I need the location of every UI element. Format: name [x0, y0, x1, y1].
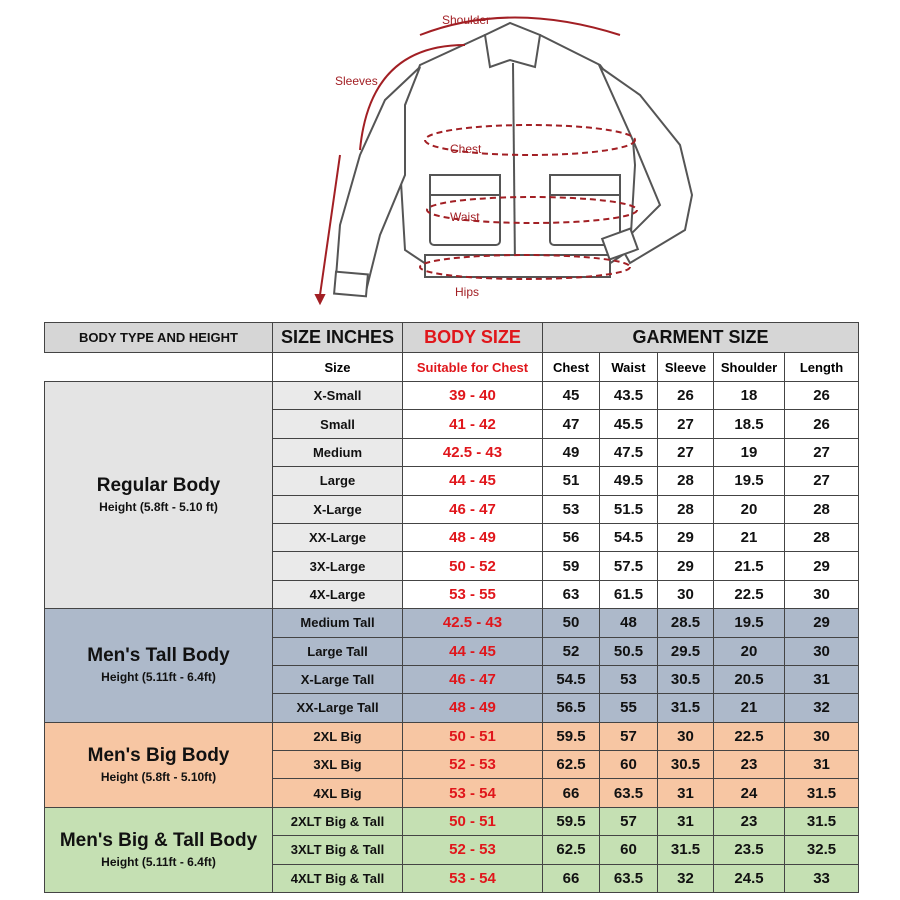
garment-sleeve-cell: 30.5	[658, 751, 714, 779]
garment-waist-cell: 45.5	[600, 410, 658, 438]
size-cell: Small	[273, 410, 403, 438]
garment-length-cell: 28	[785, 523, 859, 551]
garment-shoulder-cell: 20	[714, 637, 785, 665]
size-cell: XX-Large	[273, 523, 403, 551]
garment-waist-cell: 63.5	[600, 779, 658, 807]
body-type-height: Height (5.11ft - 6.4ft)	[101, 670, 216, 685]
chest-range-cell: 50 - 52	[403, 552, 543, 580]
subheader-shoulder: Shoulder	[714, 353, 785, 382]
garment-waist-cell: 57	[600, 807, 658, 835]
garment-sleeve-cell: 27	[658, 410, 714, 438]
garment-shoulder-cell: 24.5	[714, 864, 785, 892]
garment-chest-cell: 53	[543, 495, 600, 523]
garment-shoulder-cell: 22.5	[714, 580, 785, 608]
garment-length-cell: 26	[785, 382, 859, 410]
garment-sleeve-cell: 29	[658, 552, 714, 580]
garment-waist-cell: 60	[600, 836, 658, 864]
chest-range-cell: 46 - 47	[403, 495, 543, 523]
garment-shoulder-cell: 21	[714, 523, 785, 551]
size-cell: X-Small	[273, 382, 403, 410]
garment-sleeve-cell: 30	[658, 722, 714, 750]
chest-range-cell: 44 - 45	[403, 467, 543, 495]
garment-sleeve-cell: 28	[658, 495, 714, 523]
garment-chest-cell: 59.5	[543, 722, 600, 750]
garment-length-cell: 27	[785, 438, 859, 466]
garment-chest-cell: 63	[543, 580, 600, 608]
chest-range-cell: 41 - 42	[403, 410, 543, 438]
garment-chest-cell: 49	[543, 438, 600, 466]
header-body-type: BODY TYPE AND HEIGHT	[45, 323, 273, 353]
garment-shoulder-cell: 21.5	[714, 552, 785, 580]
jacket-illustration	[300, 5, 720, 310]
chest-range-cell: 50 - 51	[403, 807, 543, 835]
garment-chest-cell: 50	[543, 609, 600, 637]
size-cell: 3XL Big	[273, 751, 403, 779]
chest-range-cell: 48 - 49	[403, 523, 543, 551]
garment-length-cell: 29	[785, 609, 859, 637]
garment-chest-cell: 54.5	[543, 665, 600, 693]
garment-shoulder-cell: 20.5	[714, 665, 785, 693]
chest-range-cell: 53 - 55	[403, 580, 543, 608]
garment-length-cell: 32.5	[785, 836, 859, 864]
subheader-row	[45, 353, 859, 382]
garment-length-cell: 31.5	[785, 807, 859, 835]
table-row	[45, 807, 859, 835]
body-type-height: Height (5.11ft - 6.4ft)	[101, 854, 216, 869]
garment-length-cell: 33	[785, 864, 859, 892]
garment-waist-cell: 61.5	[600, 580, 658, 608]
garment-length-cell: 26	[785, 410, 859, 438]
size-cell: 2XLT Big & Tall	[273, 807, 403, 835]
garment-length-cell: 30	[785, 580, 859, 608]
label-sleeves: Sleeves	[335, 74, 378, 88]
garment-chest-cell: 45	[543, 382, 600, 410]
body-type-title: Men's Tall Body	[87, 645, 230, 667]
body-type-height: Height (5.8ft - 5.10 ft)	[99, 500, 218, 515]
garment-length-cell: 32	[785, 694, 859, 722]
garment-sleeve-cell: 28.5	[658, 609, 714, 637]
garment-chest-cell: 66	[543, 864, 600, 892]
garment-chest-cell: 47	[543, 410, 600, 438]
size-chart-table	[44, 322, 859, 893]
garment-length-cell: 30	[785, 722, 859, 750]
body-type-title: Men's Big & Tall Body	[59, 829, 258, 851]
garment-length-cell: 30	[785, 637, 859, 665]
body-type-group	[45, 722, 273, 807]
garment-length-cell: 29	[785, 552, 859, 580]
garment-shoulder-cell: 23.5	[714, 836, 785, 864]
garment-sleeve-cell: 30	[658, 580, 714, 608]
table-row	[45, 722, 859, 750]
chest-range-cell: 50 - 51	[403, 722, 543, 750]
garment-shoulder-cell: 18	[714, 382, 785, 410]
garment-length-cell: 28	[785, 495, 859, 523]
subheader-length: Length	[785, 353, 859, 382]
garment-shoulder-cell: 22.5	[714, 722, 785, 750]
header-size-inches: SIZE INCHES	[273, 323, 403, 353]
garment-sleeve-cell: 27	[658, 438, 714, 466]
garment-sleeve-cell: 31	[658, 779, 714, 807]
garment-shoulder-cell: 23	[714, 807, 785, 835]
body-type-group	[45, 382, 273, 609]
header-row	[45, 323, 859, 353]
garment-length-cell: 31	[785, 751, 859, 779]
garment-chest-cell: 59	[543, 552, 600, 580]
size-cell: XX-Large Tall	[273, 694, 403, 722]
jacket-sketch-icon	[334, 23, 692, 296]
chest-range-cell: 42.5 - 43	[403, 609, 543, 637]
label-chest: Chest	[450, 142, 482, 156]
garment-shoulder-cell: 19.5	[714, 467, 785, 495]
garment-chest-cell: 59.5	[543, 807, 600, 835]
size-cell: X-Large Tall	[273, 665, 403, 693]
garment-waist-cell: 54.5	[600, 523, 658, 551]
garment-chest-cell: 62.5	[543, 751, 600, 779]
label-waist: Waist	[450, 210, 480, 224]
garment-waist-cell: 53	[600, 665, 658, 693]
body-type-group	[45, 807, 273, 892]
size-cell: 4X-Large	[273, 580, 403, 608]
garment-sleeve-cell: 30.5	[658, 665, 714, 693]
garment-waist-cell: 49.5	[600, 467, 658, 495]
label-shoulder: Shoulder	[442, 13, 491, 27]
garment-chest-cell: 52	[543, 637, 600, 665]
garment-waist-cell: 50.5	[600, 637, 658, 665]
garment-waist-cell: 51.5	[600, 495, 658, 523]
subheader-suitable: Suitable for Chest	[403, 353, 543, 382]
garment-chest-cell: 56	[543, 523, 600, 551]
chest-range-cell: 52 - 53	[403, 751, 543, 779]
table-row	[45, 609, 859, 637]
garment-shoulder-cell: 23	[714, 751, 785, 779]
size-cell: 3XLT Big & Tall	[273, 836, 403, 864]
garment-sleeve-cell: 31.5	[658, 836, 714, 864]
garment-length-cell: 31.5	[785, 779, 859, 807]
size-cell: Large	[273, 467, 403, 495]
subheader-sleeve: Sleeve	[658, 353, 714, 382]
header-body-size: BODY SIZE	[403, 323, 543, 353]
garment-sleeve-cell: 31	[658, 807, 714, 835]
chest-range-cell: 39 - 40	[403, 382, 543, 410]
body-type-height: Height (5.8ft - 5.10ft)	[100, 769, 217, 784]
garment-sleeve-cell: 32	[658, 864, 714, 892]
header-garment-size: GARMENT SIZE	[543, 323, 859, 353]
garment-chest-cell: 51	[543, 467, 600, 495]
garment-shoulder-cell: 20	[714, 495, 785, 523]
chest-range-cell: 52 - 53	[403, 836, 543, 864]
table-row	[45, 382, 859, 410]
size-cell: 4XLT Big & Tall	[273, 864, 403, 892]
garment-length-cell: 27	[785, 467, 859, 495]
garment-sleeve-cell: 29	[658, 523, 714, 551]
chest-range-cell: 48 - 49	[403, 694, 543, 722]
chest-range-cell: 46 - 47	[403, 665, 543, 693]
garment-chest-cell: 56.5	[543, 694, 600, 722]
garment-waist-cell: 43.5	[600, 382, 658, 410]
garment-shoulder-cell: 21	[714, 694, 785, 722]
subheader-waist: Waist	[600, 353, 658, 382]
size-cell: 2XL Big	[273, 722, 403, 750]
size-cell: 3X-Large	[273, 552, 403, 580]
size-cell: Medium Tall	[273, 609, 403, 637]
garment-sleeve-cell: 28	[658, 467, 714, 495]
garment-waist-cell: 57.5	[600, 552, 658, 580]
subheader-size: Size	[273, 353, 403, 382]
garment-shoulder-cell: 19.5	[714, 609, 785, 637]
size-cell: X-Large	[273, 495, 403, 523]
garment-chest-cell: 66	[543, 779, 600, 807]
garment-waist-cell: 47.5	[600, 438, 658, 466]
body-type-group	[45, 609, 273, 723]
garment-chest-cell: 62.5	[543, 836, 600, 864]
body-type-title: Men's Big Body	[87, 744, 230, 766]
garment-shoulder-cell: 18.5	[714, 410, 785, 438]
garment-waist-cell: 55	[600, 694, 658, 722]
garment-waist-cell: 48	[600, 609, 658, 637]
garment-length-cell: 31	[785, 665, 859, 693]
garment-waist-cell: 60	[600, 751, 658, 779]
body-type-title: Regular Body	[96, 475, 221, 497]
garment-shoulder-cell: 24	[714, 779, 785, 807]
size-cell: Medium	[273, 438, 403, 466]
garment-sleeve-cell: 26	[658, 382, 714, 410]
garment-sleeve-cell: 31.5	[658, 694, 714, 722]
subheader-chest: Chest	[543, 353, 600, 382]
garment-shoulder-cell: 19	[714, 438, 785, 466]
chest-range-cell: 53 - 54	[403, 864, 543, 892]
label-hips: Hips	[455, 285, 480, 299]
size-cell: Large Tall	[273, 637, 403, 665]
garment-sleeve-cell: 29.5	[658, 637, 714, 665]
garment-waist-cell: 63.5	[600, 864, 658, 892]
chest-range-cell: 42.5 - 43	[403, 438, 543, 466]
size-cell: 4XL Big	[273, 779, 403, 807]
chest-range-cell: 44 - 45	[403, 637, 543, 665]
garment-waist-cell: 57	[600, 722, 658, 750]
chest-range-cell: 53 - 54	[403, 779, 543, 807]
subheader-blank	[45, 353, 273, 382]
